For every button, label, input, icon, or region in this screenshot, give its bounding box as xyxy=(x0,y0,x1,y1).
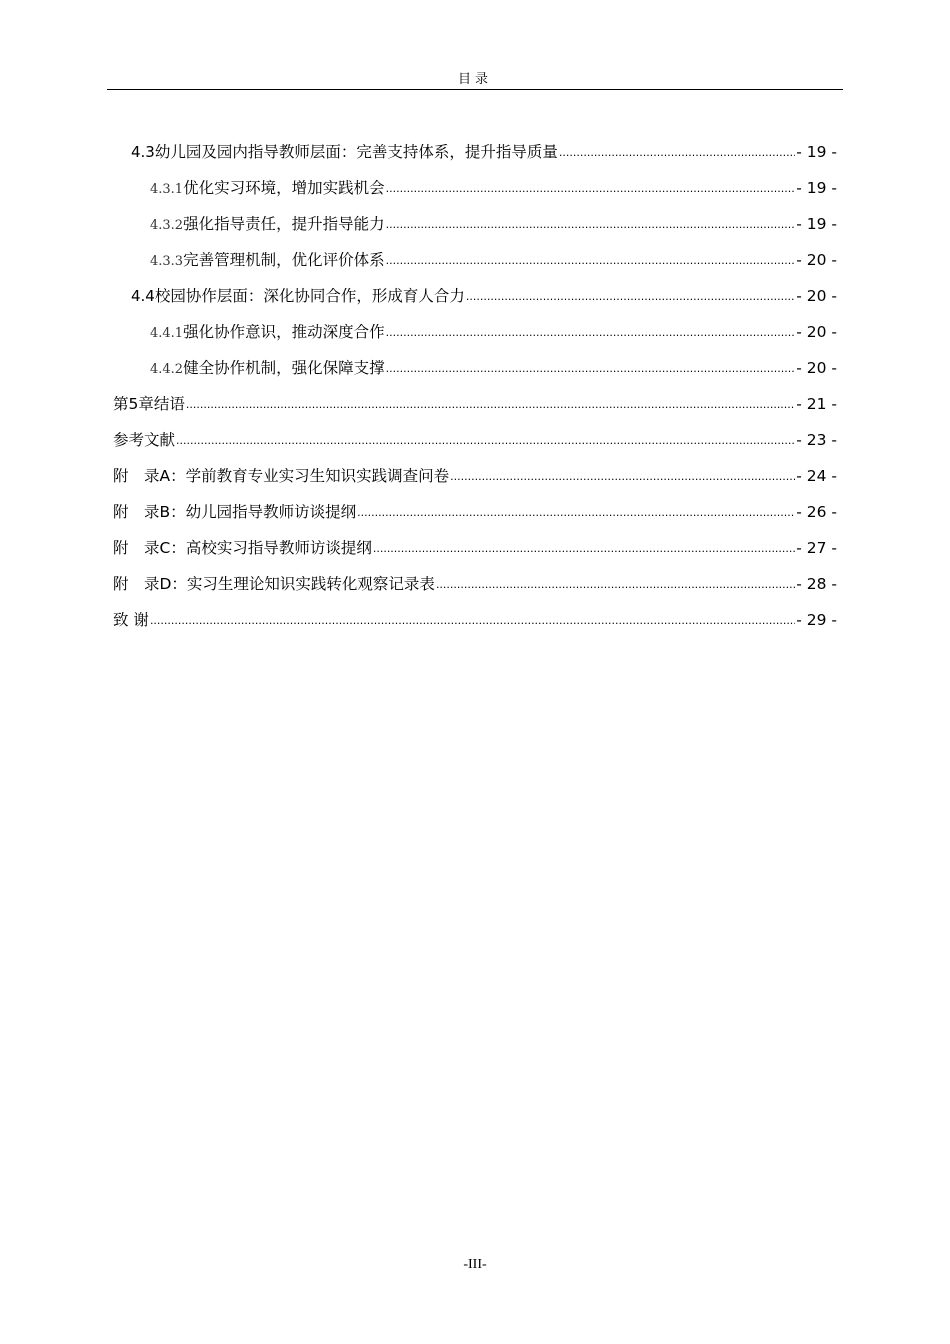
toc-entry-number: 4.4.1 xyxy=(150,326,184,341)
toc-dot-leader xyxy=(386,322,796,338)
toc-entry-4-4-2[interactable] xyxy=(150,356,837,380)
toc-entry-4-4-1[interactable] xyxy=(150,320,837,344)
toc-dot-leader xyxy=(386,358,796,374)
toc-entry-acknowledgements[interactable] xyxy=(113,608,837,632)
toc-entry-title: 参考文献 xyxy=(113,431,176,449)
toc-entry-page: - 27 - xyxy=(796,539,837,557)
toc-dot-leader xyxy=(186,394,795,410)
toc-entry-page: - 20 - xyxy=(796,251,837,269)
toc-entry-number: 4.3.2 xyxy=(150,218,184,233)
toc-entry-references[interactable] xyxy=(113,428,837,452)
toc-entry-page: - 19 - xyxy=(796,179,837,197)
toc-entry-title: 幼儿园及园内指导教师层面：完善支持体系，提升指导质量 xyxy=(154,143,558,161)
toc-entry-number: 4.3.3 xyxy=(150,254,184,269)
toc-dot-leader xyxy=(357,502,795,518)
header-rule xyxy=(107,89,843,90)
toc-dot-leader xyxy=(150,610,795,626)
toc-entry-number: 第5章 xyxy=(113,395,154,413)
toc-dot-leader xyxy=(373,538,795,554)
toc-entry-page: - 29 - xyxy=(796,611,837,629)
toc-entry-page: - 19 - xyxy=(796,143,837,161)
toc-entry-title: 强化指导责任，提升指导能力 xyxy=(183,215,385,233)
toc-entry-chapter-5[interactable] xyxy=(113,392,837,416)
page-header-title: 目录 xyxy=(457,72,492,87)
toc-entry-number: 4.4 xyxy=(131,287,155,305)
toc-dot-leader xyxy=(559,142,795,158)
toc-entry-page: - 21 - xyxy=(796,395,837,413)
toc-entry-title: 强化协作意识，推动深度合作 xyxy=(183,323,385,341)
toc-entry-page: - 20 - xyxy=(796,287,837,305)
toc-entry-page: - 20 - xyxy=(796,359,837,377)
toc-entry-title: 结语 xyxy=(153,395,185,413)
toc-entry-appendix-c[interactable] xyxy=(113,536,837,560)
toc-entry-4-4[interactable] xyxy=(131,284,837,308)
toc-entry-4-3-3[interactable] xyxy=(150,248,837,272)
toc-entry-appendix-d[interactable] xyxy=(113,572,837,596)
page-number: -III- xyxy=(463,1257,487,1272)
toc-entry-page: - 28 - xyxy=(796,575,837,593)
toc-entry-title: 致 谢 xyxy=(113,611,149,629)
toc-entry-number: 4.3 xyxy=(131,143,155,161)
toc-entry-number: 4.3.1 xyxy=(150,182,184,197)
toc-entry-title: 健全协作机制，强化保障支撑 xyxy=(183,359,385,377)
toc-entry-page: - 24 - xyxy=(796,467,837,485)
toc-dot-leader xyxy=(436,574,795,590)
toc-dot-leader xyxy=(466,286,795,302)
toc-entry-title: 完善管理机制，优化评价体系 xyxy=(183,251,385,269)
toc-entry-appendix-a[interactable] xyxy=(113,464,837,488)
toc-entry-4-3[interactable] xyxy=(131,140,837,164)
toc-dot-leader xyxy=(386,178,796,194)
toc-entry-4-3-1[interactable] xyxy=(150,176,837,200)
toc-entry-page: - 20 - xyxy=(796,323,837,341)
toc-entry-title: 附 录A：学前教育专业实习生知识实践调查问卷 xyxy=(113,467,450,485)
toc-entry-title: 附 录D：实习生理论知识实践转化观察记录表 xyxy=(113,575,435,593)
toc-dot-leader xyxy=(450,466,795,482)
toc-dot-leader xyxy=(176,430,795,446)
toc-dot-leader xyxy=(386,250,796,266)
toc-entry-page: - 23 - xyxy=(796,431,837,449)
toc-entry-title: 校园协作层面：深化协同合作，形成育人合力 xyxy=(154,287,465,305)
toc-entry-4-3-2[interactable] xyxy=(150,212,837,236)
toc-entry-appendix-b[interactable] xyxy=(113,500,837,524)
toc-entry-page: - 26 - xyxy=(796,503,837,521)
toc-entry-title: 附 录B：幼儿园指导教师访谈提纲 xyxy=(113,503,357,521)
toc-dot-leader xyxy=(386,214,796,230)
toc-entry-title: 优化实习环境，增加实践机会 xyxy=(183,179,385,197)
toc-entry-number: 4.4.2 xyxy=(150,362,184,377)
toc-entry-title: 附 录C：高校实习指导教师访谈提纲 xyxy=(113,539,372,557)
toc-entry-page: - 19 - xyxy=(796,215,837,233)
